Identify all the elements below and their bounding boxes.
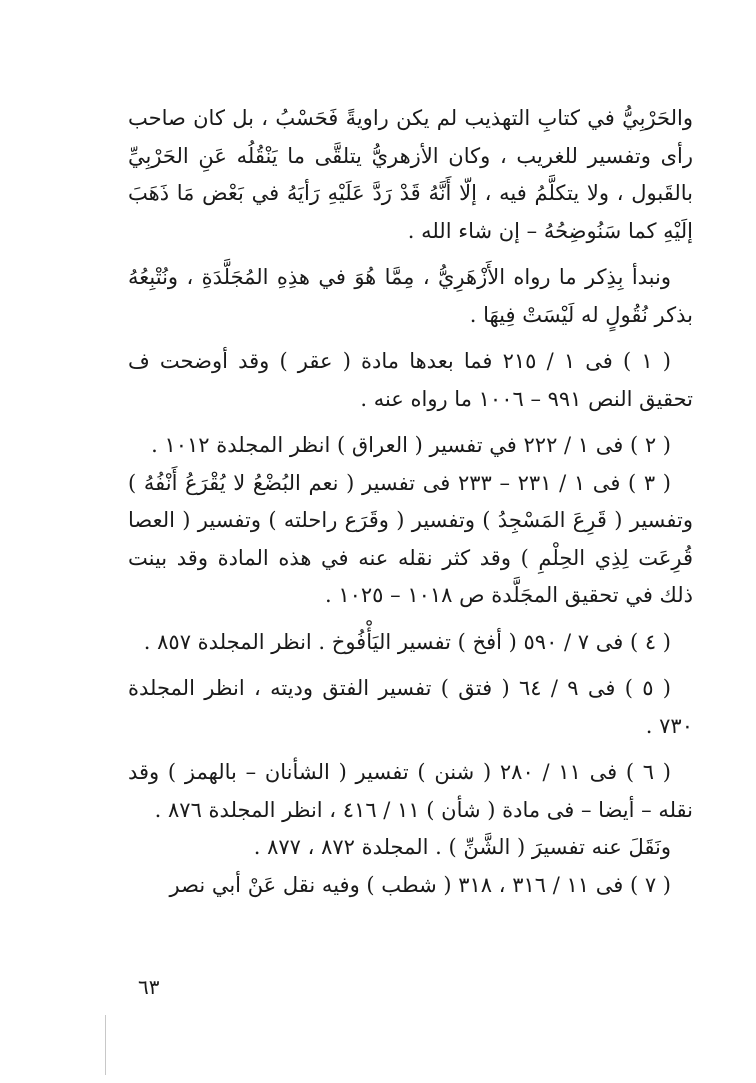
entry-5: ( ٥ ) فى ٩ / ٦٤ ( فتق ) تفسير الفتق وديته ، انظر المجلدة ٧٣٠ . xyxy=(128,676,693,738)
entry-2: ( ٢ ) فى ١ / ٢٢٢ في تفسير ( العراق ) انظر المجلدة ١٠١٢ . xyxy=(151,433,671,457)
page-body xyxy=(128,100,693,904)
entry-4: ( ٤ ) فى ٧ / ٥٩٠ ( أفخ ) تفسير اليَأْفُوخ . انظر المجلدة ٨٥٧ . xyxy=(143,629,671,654)
entry-1: ( ١ ) فى ١ / ٢١٥ فما بعدها مادة ( عقر ) وقد أوضحت ف تحقيق النص ٩٩١ – ١٠٠٦ ما رواه عنه . xyxy=(128,349,693,411)
page-number: ٦٣ xyxy=(138,975,160,999)
entry-7: ( ٧ ) فى ١١ / ٣١٦ ، ٣١٨ ( شطب ) وفيه نقل عَنْ أبي نصر xyxy=(169,872,671,897)
paragraph-begin: ونبدأ بِذِكر ما رواه الأَزْهَرِيُّ ، مِمَّا هُوَ في هذِهِ المُجَلَّدَةِ ، ونُتْبِعُهُ بذكر نُقُولٍ له لَيْسَتْ فِيهَا . xyxy=(128,265,693,327)
entry-6-continued: ونَقَلَ عنه تفسيرَ ( الشَّنِّ ) . المجلدة ٨٧٢ ، ٨٧٧ . xyxy=(253,835,671,859)
scan-edge-line xyxy=(105,1015,106,1075)
entry-6: ( ٦ ) فى ١١ / ٢٨٠ ( شنن ) تفسير ( الشأنان – بالهمز ) وقد نقله – أيضا – فى مادة ( شأن ) ١١ / ٤١٦ ، انظر المجلدة ٨٧٦ . xyxy=(128,760,693,822)
entry-3: ( ٣ ) فى ١ / ٢٣١ – ٢٣٣ فى تفسير ( نعم البُضْعُ لا يُقْرَعُ أَنْفُهُ ) وتفسير ( قَرِعَ المَسْجِدُ ) وتفسير ( وقَرَع راحلته ) وتفسير ( العصا قُرِعَت لِذِي الحِلْمِ ) وقد كثر نقله عنه في هذه المادة وقد بينت ذلك في تحقيق المجَلَّدة ص ١٠١٨ – ١٠٢٥ . xyxy=(128,470,693,607)
paragraph-intro: والحَرْبِيُّ في كتابِ التهذيب لم يكن راويةً فَحَسْبُ ، بل كان صاحب رأى وتفسير للغريب ، وكان الأزهريُّ يتلقَّى ما يَنْقُلُه عَنِ الحَرْبِيِّ بالقَبول ، ولا يتكلَّمُ فيه ، إلّا أَنَّهُ قَدْ رَدَّ عَلَيْهِ رَأيَهُ في بَعْض مَا ذَهَبَ إلَيْهِ كما سَنُوضِحُهُ – إن شاء الله . xyxy=(128,106,693,243)
